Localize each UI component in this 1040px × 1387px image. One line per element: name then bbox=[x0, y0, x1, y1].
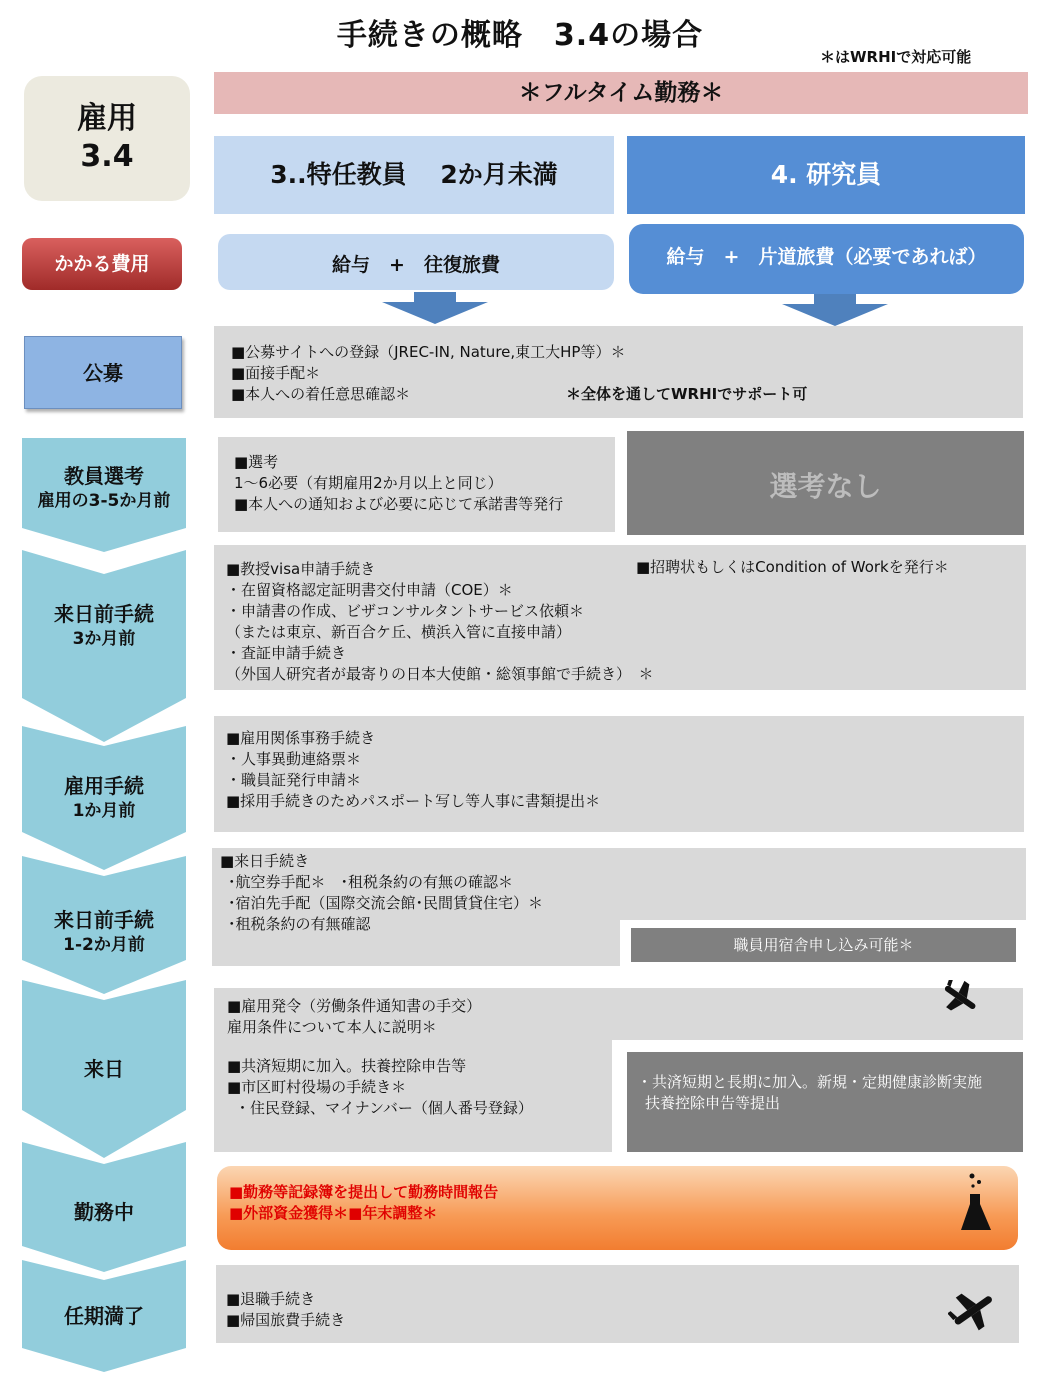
koubo-support: ＊全体を通してWRHIでサポート可 bbox=[566, 385, 808, 403]
manryo-line2: ■帰国旅費手続き bbox=[226, 1311, 346, 1329]
stage-mae12-line1: 来日前手続 bbox=[54, 908, 154, 932]
stage-mae3-line2: 3か月前 bbox=[72, 629, 136, 649]
fulltime-banner: ＊フルタイム勤務＊ bbox=[214, 72, 1028, 114]
kinmu-line1: ■勤務等記録簿を提出して勤務時間報告 bbox=[229, 1183, 499, 1201]
koubo-box bbox=[214, 326, 1023, 418]
rainichi-line4: ■市区町村役場の手続き＊ bbox=[227, 1078, 407, 1096]
page-title: 手続きの概略 3.4の場合 bbox=[336, 18, 704, 53]
cost3-box: 給与 + 往復旅費 bbox=[218, 234, 614, 290]
col4-header: 4. 研究員 bbox=[627, 136, 1025, 214]
rainichi-line1: ■雇用発令（労働条件通知書の手交） bbox=[227, 997, 482, 1015]
plane-landing-icon bbox=[938, 980, 984, 1016]
koyo-box bbox=[214, 716, 1024, 832]
down-arrow-icon bbox=[380, 292, 490, 326]
stage-mae3-line1: 来日前手続 bbox=[54, 602, 154, 626]
stage-rainichi: 来日 bbox=[84, 1057, 124, 1081]
dorm-box: 職員用宿舎申し込み可能＊ bbox=[631, 928, 1016, 962]
employment-label bbox=[24, 76, 190, 201]
senko-none: 選考なし bbox=[769, 470, 882, 503]
rainichi-line2: 雇用条件について本人に説明＊ bbox=[227, 1018, 437, 1036]
kinmu-box bbox=[217, 1166, 1018, 1250]
koyo-line2: ・人事異動連絡票＊ bbox=[226, 750, 362, 768]
stage-koyo bbox=[22, 774, 186, 824]
rainichi-right-line2: 扶養控除申告等提出 bbox=[645, 1094, 781, 1112]
mae3-box bbox=[214, 545, 1026, 690]
manryo-line1: ■退職手続き bbox=[226, 1290, 316, 1308]
mae3-line4: （または東京、新百合ケ丘、横浜入管に直接申請） bbox=[226, 623, 572, 641]
mae3-line5: ・査証申請手続き bbox=[226, 644, 347, 662]
rainichi-line5: ・住民登録、マイナンバー（個人番号登録） bbox=[235, 1099, 533, 1117]
stage-mae12-line2: 1-2か月前 bbox=[63, 935, 145, 955]
stage-manryo: 任期満了 bbox=[64, 1304, 144, 1328]
mae12-line3: ･宿泊先手配（国際交流会館･民間賃貸住宅）＊ bbox=[228, 894, 544, 912]
mae3-line1: ■教授visa申請手続き bbox=[226, 560, 376, 578]
rainichi-right-box bbox=[627, 1052, 1023, 1152]
down-arrow-icon bbox=[780, 294, 890, 328]
senko-line2: 1～6必要（有期雇用2か月以上と同じ） bbox=[234, 474, 503, 492]
stage-koubo: 公募 bbox=[24, 336, 182, 409]
employment-line1: 雇用 bbox=[77, 101, 137, 136]
employment-line2: 3.4 bbox=[80, 139, 134, 174]
flask-icon bbox=[958, 1172, 994, 1234]
mae12-line4: ･租税条約の有無確認 bbox=[228, 915, 371, 933]
rainichi-line3: ■共済短期に加入。扶養控除申告等 bbox=[227, 1057, 467, 1075]
senko-box bbox=[218, 437, 615, 532]
manryo-box bbox=[216, 1265, 1019, 1343]
cost-label: かかる費用 bbox=[22, 238, 182, 290]
koyo-line1: ■雇用関係事務手続き bbox=[226, 729, 376, 747]
koyo-line3: ・職員証発行申請＊ bbox=[226, 771, 362, 789]
koubo-line2: ■面接手配＊ bbox=[231, 364, 321, 382]
rainichi-right-line1: ・共済短期と長期に加入。新規・定期健康診断実施 bbox=[637, 1073, 983, 1091]
plane-icon bbox=[948, 1288, 998, 1332]
stage-senko-line2: 雇用の3-5か月前 bbox=[37, 491, 171, 511]
stage-mae3 bbox=[22, 602, 186, 652]
mae3-line3: ・申請書の作成、ビザコンサルタントサービス依頼＊ bbox=[226, 602, 585, 620]
col3-header: 3..特任教員 2か月未満 bbox=[214, 136, 614, 214]
mae3-line2: ・在留資格認定証明書交付申請（COE）＊ bbox=[226, 581, 513, 599]
stage-senko bbox=[22, 464, 186, 514]
koyo-line4: ■採用手続きのためパスポート写し等人事に書類提出＊ bbox=[226, 792, 601, 810]
wrhi-note: ＊はWRHIで対応可能 bbox=[820, 48, 972, 66]
stage-koyo-line2: 1か月前 bbox=[72, 801, 136, 821]
mae3-line6: （外国人研究者が最寄りの日本大使館・総領事館で手続き） ＊ bbox=[226, 665, 654, 683]
mae12-line1: ■来日手続き bbox=[220, 852, 310, 870]
mae12-line2: ･航空券手配＊ ･租税条約の有無の確認＊ bbox=[228, 873, 514, 891]
senko-none-box bbox=[627, 431, 1024, 535]
chevron-arrow-icon bbox=[0, 0, 200, 1387]
stage-senko-line1: 教員選考 bbox=[64, 464, 144, 488]
mae3-right: ■招聘状もしくはCondition of Workを発行＊ bbox=[636, 558, 949, 576]
senko-line1: ■選考 bbox=[234, 453, 279, 471]
koubo-line1: ■公募サイトへの登録（JREC-IN, Nature,東工大HP等）＊ bbox=[231, 343, 626, 361]
koubo-line3: ■本人への着任意思確認＊ bbox=[231, 385, 411, 403]
kinmu-line2: ■外部資金獲得＊■年末調整＊ bbox=[229, 1204, 438, 1222]
stage-kinmu: 勤務中 bbox=[74, 1200, 134, 1224]
stage-koyo-line1: 雇用手続 bbox=[64, 774, 144, 798]
stage-mae12 bbox=[22, 908, 186, 958]
senko-line3: ■本人への通知および必要に応じて承諾書等発行 bbox=[234, 495, 564, 513]
cost4-box: 給与 + 片道旅費（必要であれば） bbox=[629, 224, 1024, 294]
